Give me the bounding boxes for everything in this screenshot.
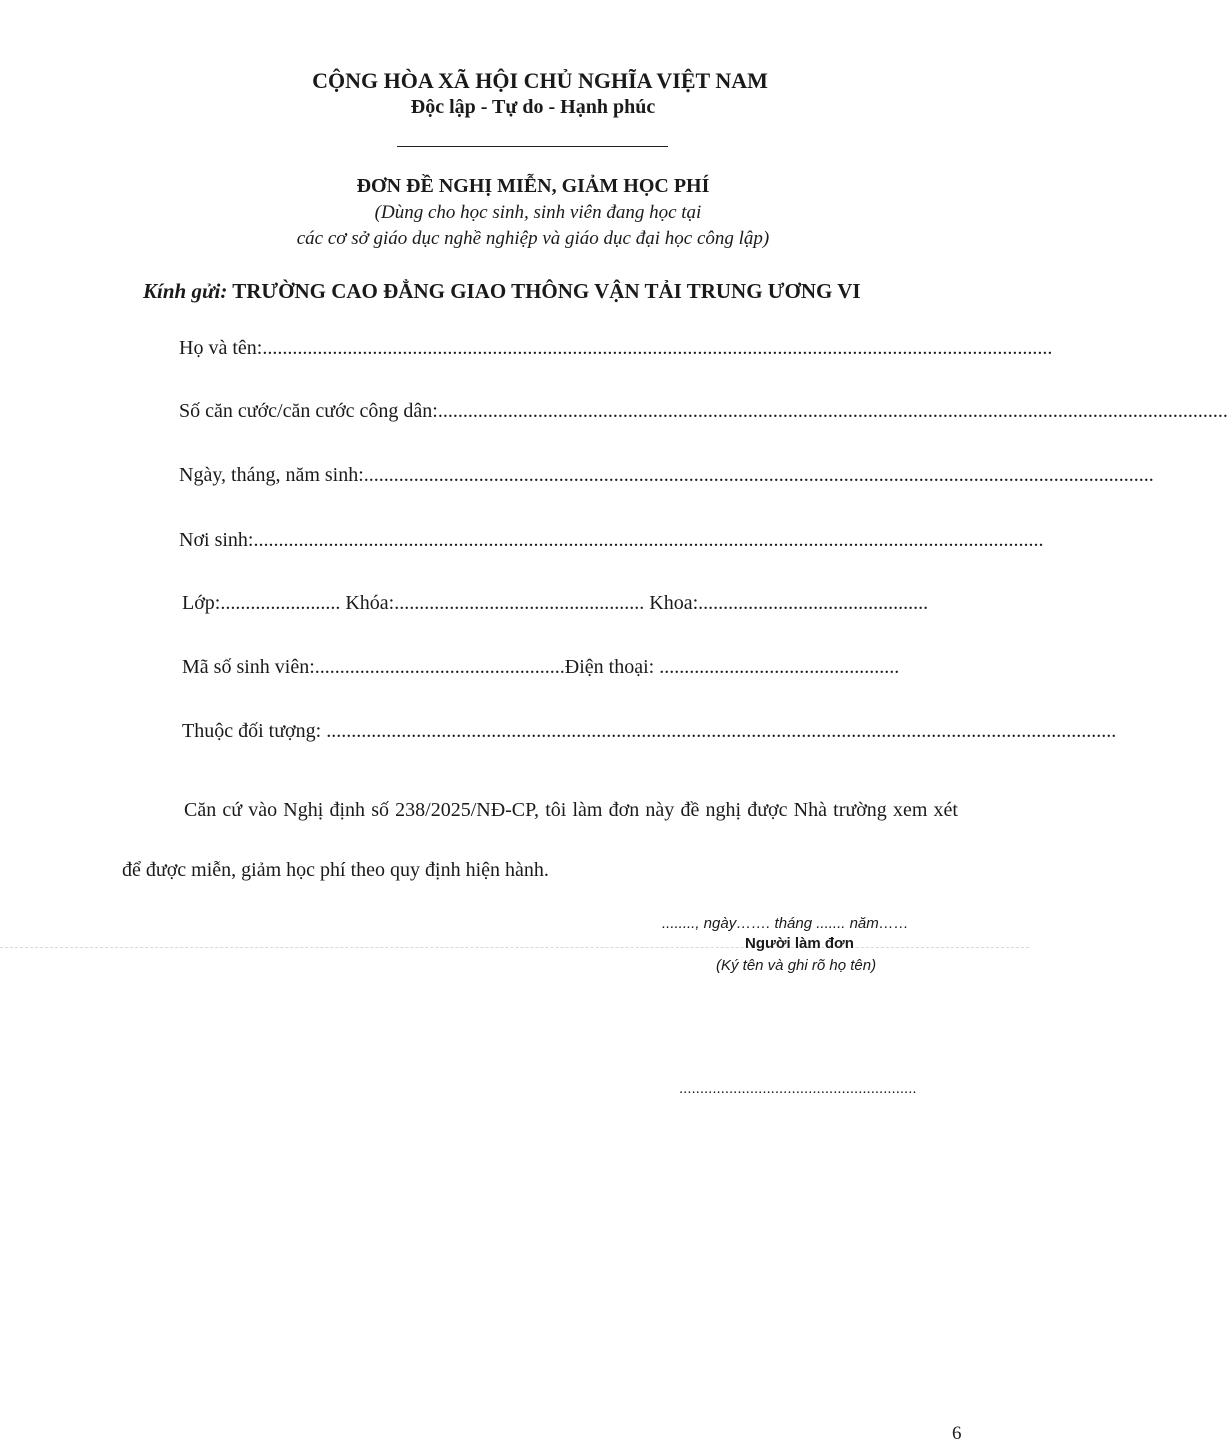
birthplace-field[interactable]: [179, 529, 1044, 552]
nation-title: CỘNG HÒA XÃ HỘI CHỦ NGHĨA VIỆT NAM: [312, 68, 768, 93]
request-paragraph-text: Căn cứ vào Nghị định số 238/2025/NĐ-CP, tôi làm đơn này đề nghị được Nhà trường xem xét để được miễn, giảm học phí theo quy định hiện hành.: [122, 799, 958, 881]
citizen-id-field[interactable]: [179, 400, 1228, 423]
phone-label: Điện thoại:: [564, 656, 655, 678]
beneficiary-type-field[interactable]: [182, 720, 1117, 743]
signature-note: (Ký tên và ghi rõ họ tên): [716, 957, 877, 974]
header-divider: [397, 146, 668, 147]
beneficiary-type-label: Thuộc đối tượng:: [182, 720, 322, 742]
student-id-label: Mã số sinh viên:: [182, 656, 315, 678]
page-number: 6: [952, 1423, 962, 1444]
dob-blank[interactable]: ..............................................................................................................................................................: [363, 464, 1154, 486]
name-blank[interactable]: ..............................................................................................................................................................: [262, 337, 1053, 359]
faculty-label: Khoa:: [649, 592, 699, 614]
student-id-blank[interactable]: ..................................................: [314, 656, 565, 678]
birthplace-blank[interactable]: ..............................................................................................................................................................: [253, 529, 1044, 551]
beneficiary-type-blank[interactable]: ..............................................................................................................................................................: [321, 720, 1117, 742]
citizen-id-blank[interactable]: ..............................................................................................................................................................: [437, 400, 1228, 422]
dob-label: Ngày, tháng, năm sinh:: [179, 464, 364, 486]
recipient-line: [143, 279, 861, 304]
scan-artifact-line: [0, 947, 1029, 948]
national-motto: Độc lập - Tự do - Hạnh phúc: [410, 96, 656, 118]
signature-name-blank[interactable]: .........................................................: [679, 1080, 917, 1097]
class-course-faculty-row: [182, 592, 952, 615]
dob-field[interactable]: [179, 464, 1154, 487]
class-label: Lớp:: [182, 592, 221, 614]
signature-date-line[interactable]: ........, ngày……. tháng ....... năm……: [662, 915, 909, 932]
recipient-name: TRƯỜNG CAO ĐẲNG GIAO THÔNG VẬN TẢI TRUNG ƯƠNG VI: [232, 279, 861, 303]
name-label: Họ và tên:: [179, 337, 263, 359]
course-blank[interactable]: ..................................................: [394, 592, 650, 614]
student-id-phone-row: [182, 656, 938, 679]
faculty-blank[interactable]: ..............................................: [698, 592, 929, 614]
form-title: ĐƠN ĐỀ NGHỊ MIỄN, GIẢM HỌC PHÍ: [356, 175, 710, 197]
birthplace-label: Nơi sinh:: [179, 529, 254, 551]
phone-blank[interactable]: ................................................: [654, 656, 900, 678]
form-subtitle-line2: các cơ sở giáo dục nghề nghiệp và giáo dục đại học công lập): [296, 228, 770, 249]
request-paragraph: [122, 780, 958, 900]
signer-title: Người làm đơn: [745, 935, 854, 952]
form-subtitle-line1: (Dùng cho học sinh, sinh viên đang học tại: [374, 202, 702, 223]
citizen-id-label: Số căn cước/căn cước công dân:: [179, 400, 438, 422]
course-label: Khóa:: [345, 592, 395, 614]
name-field[interactable]: [179, 337, 1053, 360]
class-blank[interactable]: ........................: [220, 592, 346, 614]
recipient-label: Kính gửi:: [143, 279, 228, 303]
